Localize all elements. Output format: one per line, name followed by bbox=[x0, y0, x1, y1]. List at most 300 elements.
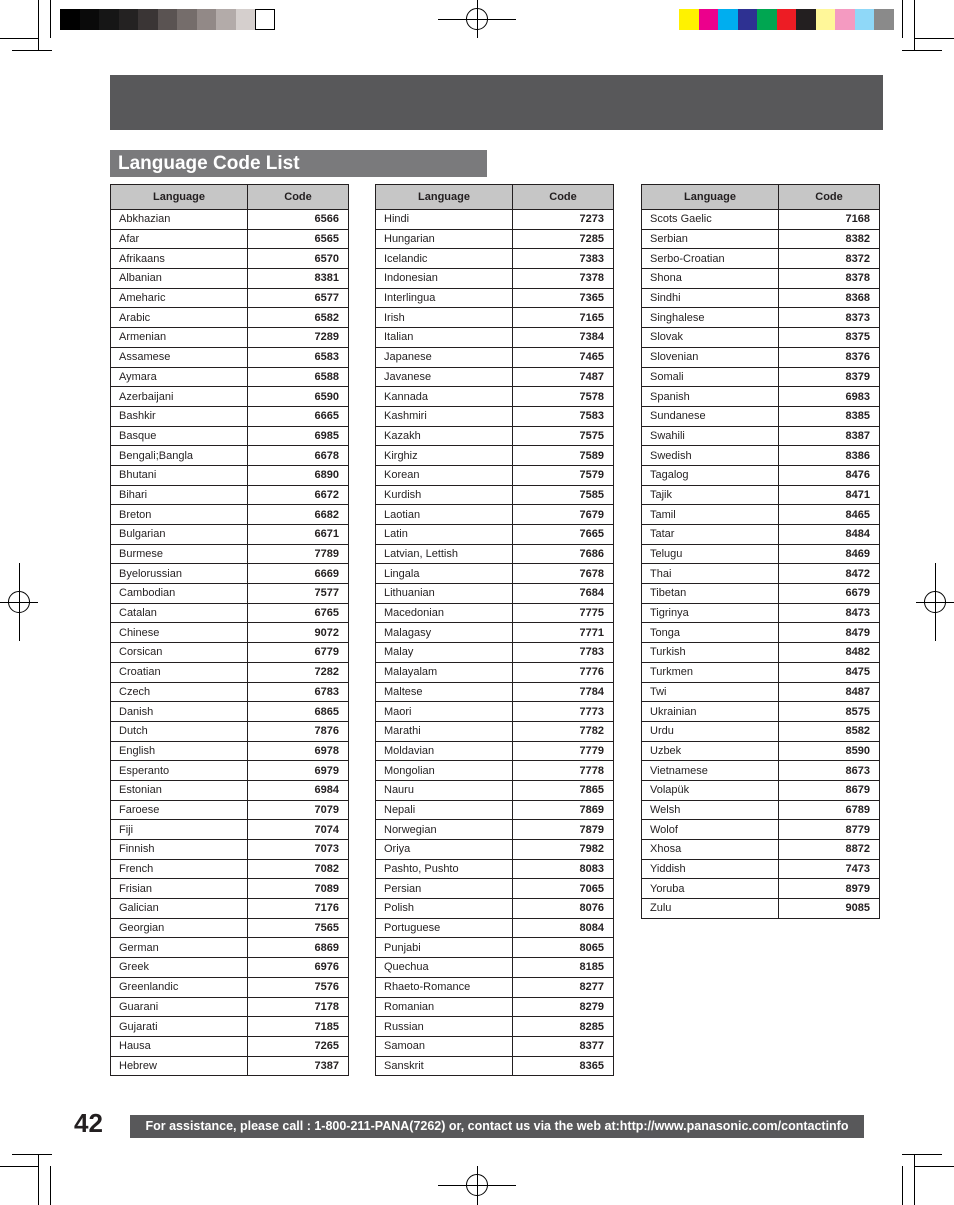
language-code: 7176 bbox=[248, 899, 349, 919]
table-row bbox=[642, 544, 880, 564]
language-name: Nauru bbox=[376, 780, 513, 800]
language-code-table-2 bbox=[375, 184, 614, 1076]
language-name: Shona bbox=[642, 269, 779, 289]
table-row bbox=[376, 210, 614, 230]
table-row bbox=[111, 465, 349, 485]
language-name: Turkmen bbox=[642, 662, 779, 682]
language-name: Moldavian bbox=[376, 741, 513, 761]
table-row bbox=[376, 623, 614, 643]
table-row bbox=[376, 958, 614, 978]
language-code: 8065 bbox=[513, 938, 614, 958]
language-code: 8484 bbox=[779, 525, 880, 545]
language-name: Spanish bbox=[642, 387, 779, 407]
language-name: Tigrinya bbox=[642, 603, 779, 623]
color-swatch bbox=[255, 9, 275, 30]
language-code: 6789 bbox=[779, 800, 880, 820]
language-name: Afar bbox=[111, 229, 248, 249]
language-name: Polish bbox=[376, 899, 513, 919]
table-row bbox=[642, 564, 880, 584]
table-row bbox=[376, 918, 614, 938]
assistance-footer: For assistance, please call : 1-800-211-PANA(7262) or, contact us via the web at:http://www.panasonic.com/contactinfo bbox=[130, 1115, 864, 1138]
language-code: 9085 bbox=[779, 899, 880, 919]
language-code: 7789 bbox=[248, 544, 349, 564]
table-row bbox=[111, 879, 349, 899]
table-row bbox=[111, 977, 349, 997]
language-name: Latvian, Lettish bbox=[376, 544, 513, 564]
language-name: Japanese bbox=[376, 347, 513, 367]
language-name: Nepali bbox=[376, 800, 513, 820]
language-name: Catalan bbox=[111, 603, 248, 623]
language-name: Esperanto bbox=[111, 761, 248, 781]
table-row bbox=[376, 899, 614, 919]
language-name: Greenlandic bbox=[111, 977, 248, 997]
language-name: Thai bbox=[642, 564, 779, 584]
language-name: Serbian bbox=[642, 229, 779, 249]
language-name: Georgian bbox=[111, 918, 248, 938]
language-name: Gujarati bbox=[111, 1017, 248, 1037]
table-row bbox=[642, 623, 880, 643]
language-name: Wolof bbox=[642, 820, 779, 840]
language-name: Slovenian bbox=[642, 347, 779, 367]
table-row bbox=[376, 761, 614, 781]
color-swatch bbox=[216, 9, 236, 30]
table-row bbox=[376, 269, 614, 289]
language-name: Sundanese bbox=[642, 406, 779, 426]
language-name: Latin bbox=[376, 525, 513, 545]
language-code: 8387 bbox=[779, 426, 880, 446]
language-code: 7073 bbox=[248, 840, 349, 860]
language-code: 7079 bbox=[248, 800, 349, 820]
language-code: 8375 bbox=[779, 328, 880, 348]
table-row bbox=[376, 780, 614, 800]
language-name: Xhosa bbox=[642, 840, 779, 860]
table-row bbox=[642, 721, 880, 741]
language-name: Armenian bbox=[111, 328, 248, 348]
language-name: Twi bbox=[642, 682, 779, 702]
language-code: 7065 bbox=[513, 879, 614, 899]
language-code: 8473 bbox=[779, 603, 880, 623]
language-code: 7265 bbox=[248, 1036, 349, 1056]
language-code: 6983 bbox=[779, 387, 880, 407]
table-row bbox=[111, 702, 349, 722]
language-code: 8381 bbox=[248, 269, 349, 289]
table-row bbox=[642, 820, 880, 840]
language-name: Pashto, Pushto bbox=[376, 859, 513, 879]
color-swatch bbox=[874, 9, 894, 30]
language-name: Hindi bbox=[376, 210, 513, 230]
table-row bbox=[111, 564, 349, 584]
language-name: Rhaeto-Romance bbox=[376, 977, 513, 997]
language-name: Assamese bbox=[111, 347, 248, 367]
language-name: Hausa bbox=[111, 1036, 248, 1056]
crop-mark bbox=[0, 38, 38, 39]
code-column-header: Code bbox=[513, 185, 614, 210]
language-code: 8377 bbox=[513, 1036, 614, 1056]
table-row bbox=[111, 800, 349, 820]
language-name: Tajik bbox=[642, 485, 779, 505]
language-code: 7378 bbox=[513, 269, 614, 289]
language-code: 7185 bbox=[248, 1017, 349, 1037]
language-name: Czech bbox=[111, 682, 248, 702]
language-name: Quechua bbox=[376, 958, 513, 978]
language-code: 7865 bbox=[513, 780, 614, 800]
language-name: Oriya bbox=[376, 840, 513, 860]
table-row bbox=[376, 229, 614, 249]
language-name: Irish bbox=[376, 308, 513, 328]
language-name: Arabic bbox=[111, 308, 248, 328]
table-row bbox=[111, 367, 349, 387]
language-name: Swahili bbox=[642, 426, 779, 446]
table-row bbox=[376, 485, 614, 505]
table-row bbox=[642, 741, 880, 761]
table-row bbox=[642, 643, 880, 663]
crop-mark bbox=[914, 38, 954, 39]
table-row bbox=[642, 328, 880, 348]
language-code: 7285 bbox=[513, 229, 614, 249]
crop-mark bbox=[902, 1154, 942, 1155]
language-name: Yoruba bbox=[642, 879, 779, 899]
table-row bbox=[642, 702, 880, 722]
crop-mark bbox=[902, 0, 903, 38]
table-row bbox=[642, 288, 880, 308]
language-name: French bbox=[111, 859, 248, 879]
language-name: Aymara bbox=[111, 367, 248, 387]
language-name: Sanskrit bbox=[376, 1056, 513, 1076]
language-name: Finnish bbox=[111, 840, 248, 860]
language-code: 7686 bbox=[513, 544, 614, 564]
table-row bbox=[642, 859, 880, 879]
table-row bbox=[111, 780, 349, 800]
language-name: Interlingua bbox=[376, 288, 513, 308]
language-code: 8679 bbox=[779, 780, 880, 800]
crop-mark bbox=[0, 1166, 38, 1167]
language-name: Urdu bbox=[642, 721, 779, 741]
language-code: 6976 bbox=[248, 958, 349, 978]
language-name: Malagasy bbox=[376, 623, 513, 643]
table-row bbox=[111, 328, 349, 348]
crop-mark bbox=[12, 50, 52, 51]
language-code: 7289 bbox=[248, 328, 349, 348]
color-swatch bbox=[80, 9, 100, 30]
table-row bbox=[642, 682, 880, 702]
language-name: Norwegian bbox=[376, 820, 513, 840]
language-name: Swedish bbox=[642, 446, 779, 466]
language-name: Macedonian bbox=[376, 603, 513, 623]
language-code: 8582 bbox=[779, 721, 880, 741]
language-name: English bbox=[111, 741, 248, 761]
language-name: Galician bbox=[111, 899, 248, 919]
table-row bbox=[642, 603, 880, 623]
table-row bbox=[111, 741, 349, 761]
table-row bbox=[376, 525, 614, 545]
language-name: Kazakh bbox=[376, 426, 513, 446]
language-name: Kannada bbox=[376, 387, 513, 407]
table-row bbox=[376, 249, 614, 269]
table-row bbox=[642, 446, 880, 466]
language-code: 6869 bbox=[248, 938, 349, 958]
language-name: Telugu bbox=[642, 544, 779, 564]
table-row bbox=[376, 820, 614, 840]
language-name: Frisian bbox=[111, 879, 248, 899]
language-code: 8376 bbox=[779, 347, 880, 367]
language-name: Afrikaans bbox=[111, 249, 248, 269]
language-code: 8378 bbox=[779, 269, 880, 289]
page-title: Language Code List bbox=[110, 150, 487, 177]
language-code: 8469 bbox=[779, 544, 880, 564]
language-code: 7784 bbox=[513, 682, 614, 702]
crop-mark bbox=[50, 1166, 51, 1205]
language-code: 7387 bbox=[248, 1056, 349, 1076]
language-name: Kashmiri bbox=[376, 406, 513, 426]
table-row bbox=[111, 269, 349, 289]
language-name: Tonga bbox=[642, 623, 779, 643]
table-row bbox=[376, 308, 614, 328]
table-row bbox=[642, 249, 880, 269]
language-name: Ameharic bbox=[111, 288, 248, 308]
language-code: 7565 bbox=[248, 918, 349, 938]
crop-mark bbox=[50, 0, 51, 38]
language-code: 7178 bbox=[248, 997, 349, 1017]
language-name: Portuguese bbox=[376, 918, 513, 938]
language-name: Malay bbox=[376, 643, 513, 663]
table-row bbox=[111, 958, 349, 978]
language-name: Sindhi bbox=[642, 288, 779, 308]
table-row bbox=[111, 1056, 349, 1076]
language-name: Albanian bbox=[111, 269, 248, 289]
language-name: Icelandic bbox=[376, 249, 513, 269]
language-code: 7776 bbox=[513, 662, 614, 682]
language-name: Laotian bbox=[376, 505, 513, 525]
table-row bbox=[376, 544, 614, 564]
language-name: Maori bbox=[376, 702, 513, 722]
language-code: 6665 bbox=[248, 406, 349, 426]
language-column-header: Language bbox=[111, 185, 248, 210]
language-code: 6669 bbox=[248, 564, 349, 584]
table-row bbox=[111, 1036, 349, 1056]
language-name: Yiddish bbox=[642, 859, 779, 879]
table-row bbox=[376, 721, 614, 741]
table-row bbox=[376, 367, 614, 387]
table-row bbox=[111, 721, 349, 741]
crop-mark bbox=[12, 1154, 52, 1155]
language-code: 8487 bbox=[779, 682, 880, 702]
language-code: 8365 bbox=[513, 1056, 614, 1076]
language-name: Serbo-Croatian bbox=[642, 249, 779, 269]
language-code: 7465 bbox=[513, 347, 614, 367]
color-swatch bbox=[158, 9, 178, 30]
table-row bbox=[111, 840, 349, 860]
table-row bbox=[376, 879, 614, 899]
language-name: Korean bbox=[376, 465, 513, 485]
language-code: 8385 bbox=[779, 406, 880, 426]
table-row bbox=[376, 328, 614, 348]
table-row bbox=[642, 387, 880, 407]
table-row bbox=[111, 525, 349, 545]
table-row bbox=[642, 269, 880, 289]
crop-mark bbox=[902, 1166, 903, 1205]
language-code: 7473 bbox=[779, 859, 880, 879]
language-name: Russian bbox=[376, 1017, 513, 1037]
language-code: 7775 bbox=[513, 603, 614, 623]
language-name: Singhalese bbox=[642, 308, 779, 328]
language-name: Vietnamese bbox=[642, 761, 779, 781]
language-code: 7665 bbox=[513, 525, 614, 545]
language-code: 7578 bbox=[513, 387, 614, 407]
language-name: Kurdish bbox=[376, 485, 513, 505]
language-code: 8575 bbox=[779, 702, 880, 722]
color-swatch bbox=[99, 9, 119, 30]
language-code: 7982 bbox=[513, 840, 614, 860]
table-row bbox=[111, 485, 349, 505]
table-row bbox=[111, 347, 349, 367]
color-swatch bbox=[718, 9, 738, 30]
language-name: Uzbek bbox=[642, 741, 779, 761]
language-code: 8872 bbox=[779, 840, 880, 860]
language-code: 8084 bbox=[513, 918, 614, 938]
color-swatch bbox=[855, 9, 875, 30]
table-row bbox=[376, 1056, 614, 1076]
language-name: Bihari bbox=[111, 485, 248, 505]
language-name: Tagalog bbox=[642, 465, 779, 485]
language-code: 7583 bbox=[513, 406, 614, 426]
language-code: 8979 bbox=[779, 879, 880, 899]
table-row bbox=[111, 623, 349, 643]
language-name: Burmese bbox=[111, 544, 248, 564]
language-name: Fiji bbox=[111, 820, 248, 840]
table-row bbox=[376, 741, 614, 761]
table-row bbox=[376, 1017, 614, 1037]
language-code: 7579 bbox=[513, 465, 614, 485]
language-code: 6779 bbox=[248, 643, 349, 663]
language-code: 6590 bbox=[248, 387, 349, 407]
table-row bbox=[376, 800, 614, 820]
language-name: Slovak bbox=[642, 328, 779, 348]
table-row bbox=[642, 367, 880, 387]
table-row bbox=[111, 210, 349, 230]
language-name: Welsh bbox=[642, 800, 779, 820]
language-code: 8379 bbox=[779, 367, 880, 387]
language-code: 6984 bbox=[248, 780, 349, 800]
language-code: 7577 bbox=[248, 584, 349, 604]
color-swatch bbox=[699, 9, 719, 30]
table-row bbox=[642, 662, 880, 682]
language-code: 8185 bbox=[513, 958, 614, 978]
language-code: 8386 bbox=[779, 446, 880, 466]
language-name: Bhutani bbox=[111, 465, 248, 485]
language-name: Italian bbox=[376, 328, 513, 348]
table-row bbox=[111, 229, 349, 249]
table-row bbox=[376, 347, 614, 367]
language-code: 7074 bbox=[248, 820, 349, 840]
language-code: 7082 bbox=[248, 859, 349, 879]
table-row bbox=[111, 406, 349, 426]
language-name: Romanian bbox=[376, 997, 513, 1017]
language-code: 6679 bbox=[779, 584, 880, 604]
language-name: German bbox=[111, 938, 248, 958]
language-code: 7383 bbox=[513, 249, 614, 269]
table-row bbox=[642, 465, 880, 485]
language-name: Hungarian bbox=[376, 229, 513, 249]
language-column-header: Language bbox=[642, 185, 779, 210]
language-code-table-1 bbox=[110, 184, 349, 1076]
table-row bbox=[642, 229, 880, 249]
table-row bbox=[111, 446, 349, 466]
language-code: 7168 bbox=[779, 210, 880, 230]
table-row bbox=[376, 505, 614, 525]
table-row bbox=[642, 308, 880, 328]
table-row bbox=[642, 899, 880, 919]
language-code: 8076 bbox=[513, 899, 614, 919]
language-name: Abkhazian bbox=[111, 210, 248, 230]
crop-mark bbox=[38, 0, 39, 50]
color-swatch bbox=[757, 9, 777, 30]
language-code: 7684 bbox=[513, 584, 614, 604]
language-code: 6583 bbox=[248, 347, 349, 367]
language-code: 7679 bbox=[513, 505, 614, 525]
language-code: 6865 bbox=[248, 702, 349, 722]
language-code: 6570 bbox=[248, 249, 349, 269]
language-code: 6678 bbox=[248, 446, 349, 466]
language-code: 6577 bbox=[248, 288, 349, 308]
table-row bbox=[642, 800, 880, 820]
language-code: 8277 bbox=[513, 977, 614, 997]
language-code: 7273 bbox=[513, 210, 614, 230]
language-code: 7575 bbox=[513, 426, 614, 446]
language-code: 7165 bbox=[513, 308, 614, 328]
language-code: 7779 bbox=[513, 741, 614, 761]
language-code: 7876 bbox=[248, 721, 349, 741]
table-row bbox=[111, 249, 349, 269]
language-name: Breton bbox=[111, 505, 248, 525]
language-code: 8368 bbox=[779, 288, 880, 308]
language-name: Zulu bbox=[642, 899, 779, 919]
language-name: Greek bbox=[111, 958, 248, 978]
language-code: 8083 bbox=[513, 859, 614, 879]
color-swatch bbox=[138, 9, 158, 30]
table-row bbox=[376, 997, 614, 1017]
header-banner bbox=[110, 75, 883, 130]
language-code: 8285 bbox=[513, 1017, 614, 1037]
language-name: Faroese bbox=[111, 800, 248, 820]
process-color-bar bbox=[679, 9, 894, 30]
language-code: 8475 bbox=[779, 662, 880, 682]
table-row bbox=[111, 544, 349, 564]
language-name: Croatian bbox=[111, 662, 248, 682]
table-row bbox=[111, 603, 349, 623]
table-row bbox=[376, 603, 614, 623]
table-row bbox=[376, 288, 614, 308]
language-name: Bengali;Bangla bbox=[111, 446, 248, 466]
table-row bbox=[642, 485, 880, 505]
table-row bbox=[642, 426, 880, 446]
table-row bbox=[376, 662, 614, 682]
table-row bbox=[642, 840, 880, 860]
language-column-header: Language bbox=[376, 185, 513, 210]
code-column-header: Code bbox=[779, 185, 880, 210]
language-code: 6985 bbox=[248, 426, 349, 446]
language-code: 7782 bbox=[513, 721, 614, 741]
crop-mark bbox=[914, 0, 915, 50]
color-swatch bbox=[679, 9, 699, 30]
color-swatch bbox=[816, 9, 836, 30]
language-name: Turkish bbox=[642, 643, 779, 663]
table-row bbox=[111, 997, 349, 1017]
language-code: 7869 bbox=[513, 800, 614, 820]
language-code: 7089 bbox=[248, 879, 349, 899]
language-name: Maltese bbox=[376, 682, 513, 702]
language-code: 8373 bbox=[779, 308, 880, 328]
crop-mark bbox=[38, 1155, 39, 1205]
